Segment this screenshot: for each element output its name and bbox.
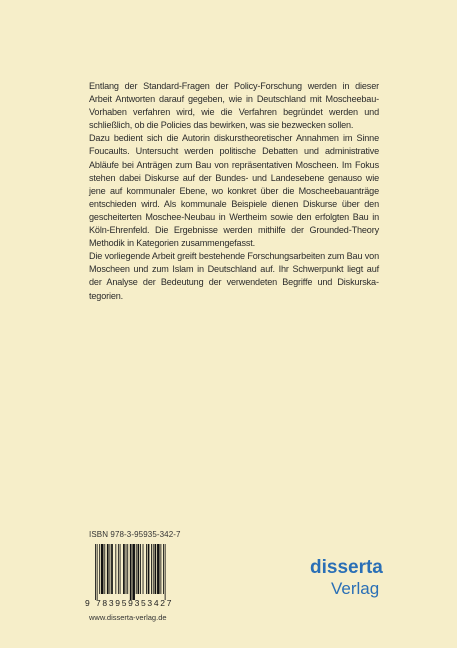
barcode-bar [140, 544, 141, 594]
barcode-bar [151, 544, 152, 594]
barcode-bar [109, 544, 110, 594]
barcode-first-digit: 9 [85, 598, 90, 608]
barcode-bar [101, 544, 104, 594]
barcode-bar [99, 544, 100, 594]
publisher-logo-sub: Verlag [331, 579, 380, 598]
barcode-bar [104, 544, 105, 594]
blurb-paragraph-2: Dazu bedient sich die Autorin diskurstheoretischer Annahmen im Sinne Foucaults. Untersucht werden politische Debatten und administrative Abläufe bei Anträgen zum Bau von repräsentativen Moscheen. Im Fokus stehen dabei Diskurse auf der Bundes- und Landesebene genauso wie jene auf kommunaler Ebene, wo konkret über die Moscheebauanträge entschieden wird. Als kommunale Beispiele dienen Diskurse über den gescheiterten Moschee-Neubau in Wertheim sowie den erfolgten Bau in Köln-Ehrenfeld. Die Ergebnisse werden mithilfe der Grounded-Theory Methodik in Kategorien zusammengefasst. [89, 133, 379, 249]
barcode-bar [95, 544, 96, 600]
barcode-bar [127, 544, 128, 594]
barcode-bar [130, 544, 132, 600]
blurb-paragraph-3: Die vorliegende Arbeit greift bestehende Forschungsarbeiten zum Bau von Moscheen und zum Islam in Deutschland auf. Ihr Schwerpunkt liegt auf der Analyse der Bedeutung der verwendeten Begriffe und Diskurskategorien. [89, 251, 379, 301]
barcode-bar [120, 544, 121, 594]
barcode-bar [143, 544, 144, 594]
barcode-bar [148, 544, 150, 594]
blurb-paragraph-1: Entlang der Standard-Fragen der Policy-Forschung werden in dieser Arbeit Antworten darauf gegeben, wie in Deutschland mit Moscheebau-Vorhaben verfahren wird, wie die Verfahren begründet werden und schließlich, ob die Policies das bewirken, was sie bezwecken sollen. [89, 81, 379, 131]
back-cover-blurb [89, 80, 379, 303]
barcode-bar [111, 544, 113, 594]
isbn-label: ISBN 978-3-95935-342-7 [89, 530, 181, 539]
barcode-bar [136, 544, 137, 594]
barcode-bar [163, 544, 164, 594]
barcode-digits: 783959353427 [96, 598, 174, 608]
barcode-bar [160, 544, 161, 594]
barcode-graphic [94, 544, 194, 600]
barcode-bar [97, 544, 98, 600]
barcode-bar [153, 544, 154, 594]
barcode-bar [126, 544, 127, 594]
barcode-bar [123, 544, 125, 594]
barcode-bar [107, 544, 109, 594]
barcode-bar [138, 544, 140, 594]
publisher-logo-brand: disserta [310, 557, 383, 578]
barcode-bar [155, 544, 157, 594]
barcode-bar [115, 544, 116, 594]
barcode [94, 544, 194, 606]
barcode-bar [146, 544, 147, 594]
barcode-bar [132, 544, 135, 600]
barcode-bar [165, 544, 166, 600]
publisher-website[interactable]: www.disserta-verlag.de [89, 613, 167, 622]
barcode-bar [157, 544, 160, 594]
barcode-bar [118, 544, 119, 594]
